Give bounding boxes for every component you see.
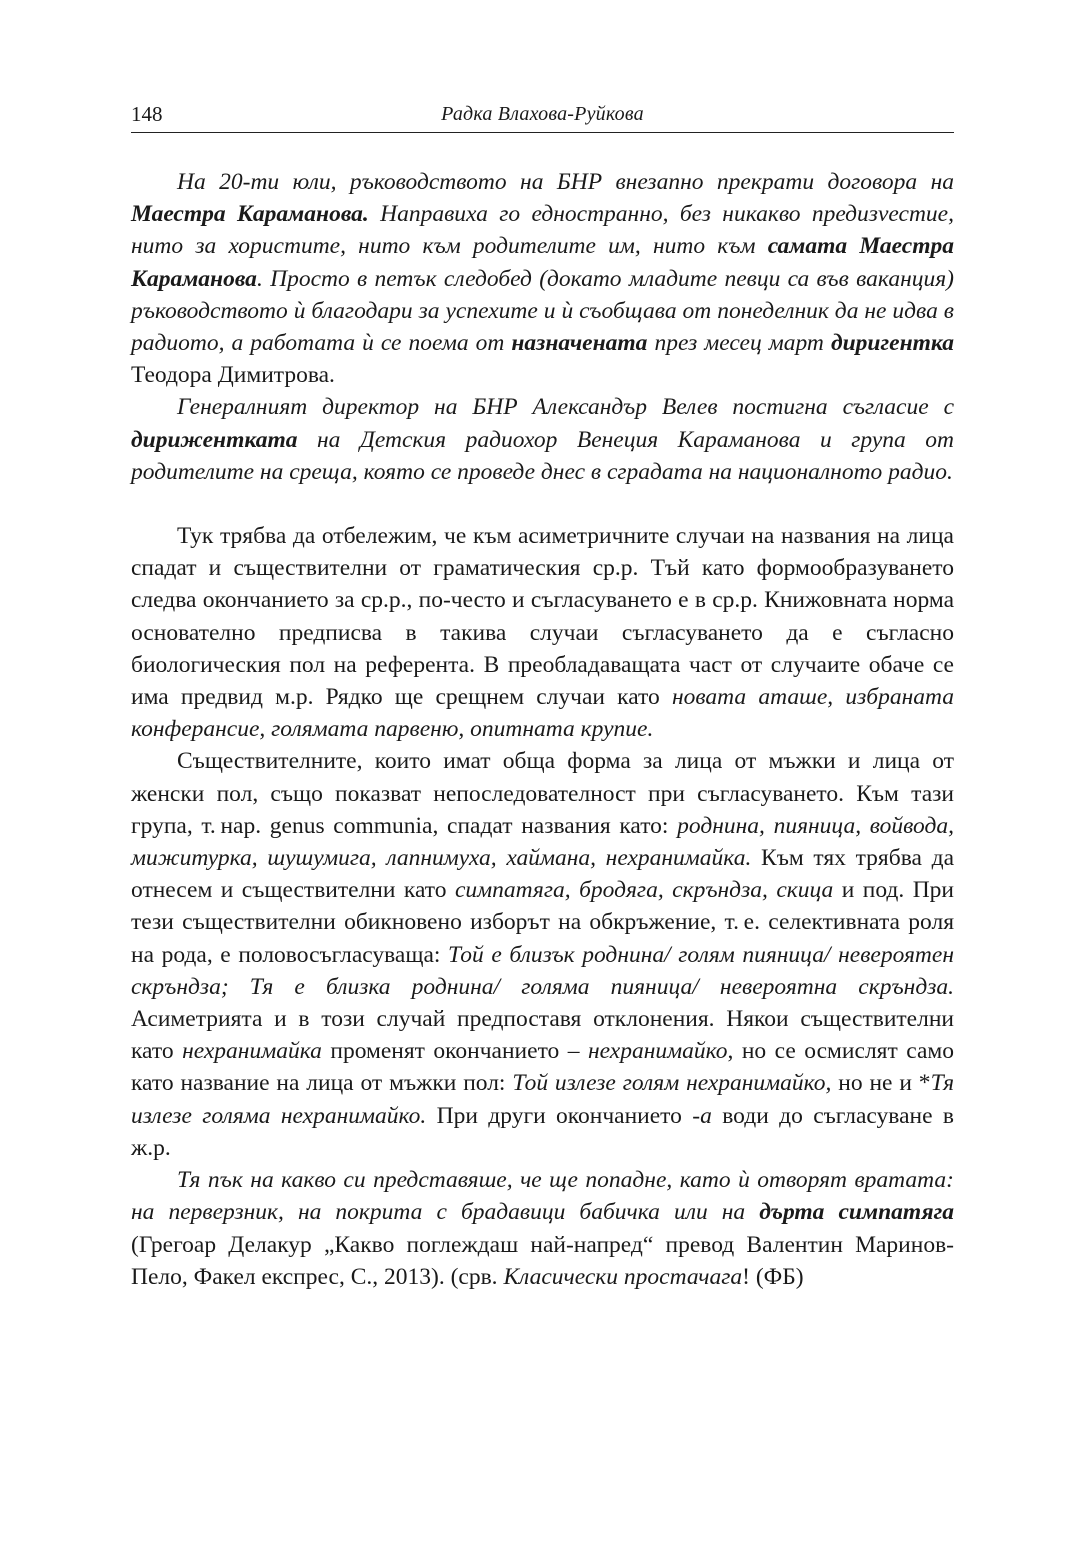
text-run: симпатяга, бродяга, скръндза, скица	[454, 877, 834, 904]
text-run: самата Маестра Караманова	[131, 233, 954, 292]
text-run: води до съгласуване в ж.р.	[131, 1102, 954, 1161]
text-run: ! (ФБ)	[742, 1263, 804, 1290]
text-run: но не и *	[831, 1070, 931, 1097]
text-run: през месец март	[647, 330, 831, 357]
text-run: Той е близък роднина/ голям пияница/ невероятен скръндза; Тя е близка роднина/ голяма пияница/ невероятна скръндза.	[131, 941, 954, 1000]
paragraph-quote-1	[131, 166, 954, 391]
text-run: дирижентката	[131, 426, 298, 453]
paragraph-5	[131, 1164, 954, 1293]
text-run: Класически простачагa	[503, 1263, 743, 1290]
paragraph-4	[131, 745, 954, 1164]
text-run: На 20-ти юли, ръководството на БНР внезапно прекрати договора на	[177, 169, 954, 195]
text-run: променят окончанието –	[321, 1038, 589, 1065]
text-run: Маестра Караманова.	[131, 201, 369, 228]
text-run: Генералният директор на БНР Александър Велев постигна съгласие с	[177, 394, 954, 421]
text-run: нехранимайка	[182, 1038, 322, 1065]
text-run: Съществителните, които имат обща форма за лица от мъжки и лица от женски пол, също показват непоследователност при съгласуването. Към тази група, т. нар. genus communia, спадат названия като:	[131, 748, 954, 839]
paragraph-3	[131, 520, 954, 745]
text-run: и под. При тези съществителни обикновено изборът на обкръжение, т. е. селективната роля на рода, е половосъгласуваща:	[131, 877, 955, 968]
page-number: 148	[131, 102, 163, 126]
text-run: Тя излезе голяма нехранимайко.	[131, 1070, 954, 1129]
text-run: роднина, пияница, войвода, мижитурка, шушумига, лапнимуха, хаймана, нехранимайка.	[131, 812, 954, 872]
text-run: Тук трябва да отбележим, че към асиметричните случаи на названия на лица спадат и съществителни от граматическия ср.р. Тъй като формообразуването следва окончанието за ср.р., по-често и съгласуването е в ср.р. Книжовната норма основателно предписва в такива случаи съгласуването да е съгласно биологическия пол на референта. В преобладаващата част от случаите обаче се има предвид м.р. Рядко ще срещнем случаи като	[131, 523, 954, 711]
text-run: новата аташе, избраната конферансие, голямата парвеню, опитната крупие.	[131, 684, 954, 743]
text-run: Асиметрията и в този случай предпоставя отклонения. Някои съществителни като	[131, 1006, 954, 1065]
text-run: назначената	[511, 330, 648, 357]
text-run: Тя пък на какво си представяше, че ще попадне, като ѝ отворят вратата: на перверзник, на покрита с брадавици бабичка или на	[131, 1167, 954, 1226]
page-header	[131, 100, 954, 133]
body-text	[131, 166, 954, 1293]
text-run: на Детския радиохор Венеция Караманова и група от родителите на среща, която се проведе днес в сградата на националното радио.	[131, 426, 954, 485]
text-run: , но се осмислят само като название на лица от мъжки пол:	[131, 1038, 955, 1097]
text-run: Той излезе голям нехранимайко,	[512, 1070, 832, 1097]
text-run: нехранимайко	[588, 1038, 728, 1065]
text-run: диригентка	[830, 330, 954, 357]
text-run: Към тях трябва да отнесем и съществителни като	[131, 845, 954, 904]
text-run: дърта симпатяга	[759, 1199, 954, 1226]
text-run: При други окончанието	[426, 1102, 693, 1129]
paragraph-quote-2	[131, 391, 954, 488]
text-run: . Просто в петък следобед (докато младите певци са във ваканция) ръководството ѝ благодари за успехите и ѝ съобщава от понеделник да не идва в радиото, а работата ѝ се поема от	[131, 265, 954, 357]
running-title: Радка Влахова-Руйкова	[441, 103, 644, 125]
text-run: Теодора Димитрова.	[131, 362, 335, 389]
text-run: Направиха го едностранно, без никакво предизvестие, нито за хористите, нито към родителите им, нито към	[131, 201, 954, 260]
text-run: (Грегоар Делакур „Какво поглеждаш най-напред“ превод Валентин Маринов-Пело, Факел експрес, С., 2013). (срв.	[131, 1231, 954, 1290]
text-run: -а	[692, 1102, 712, 1129]
